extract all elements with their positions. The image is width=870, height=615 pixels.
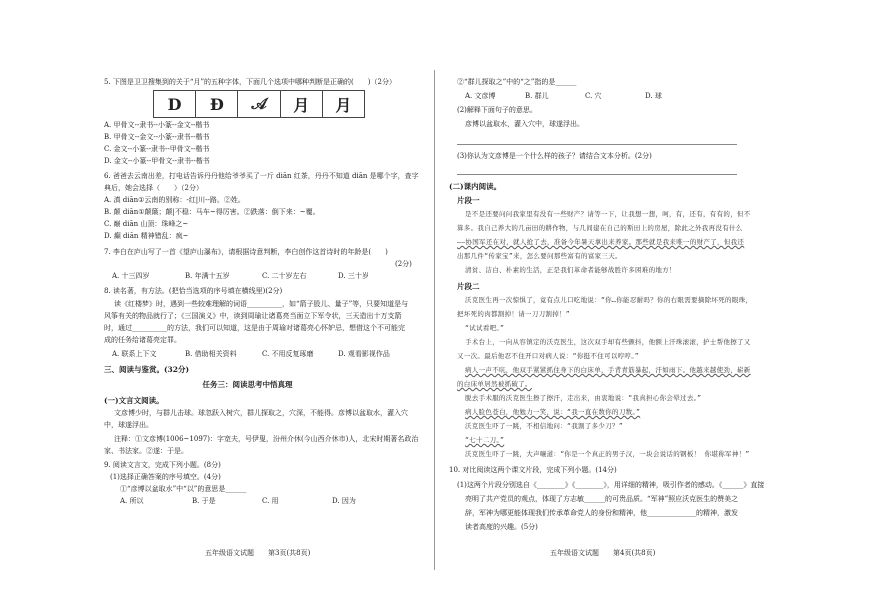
q7-option-b: B. 年满十五岁	[185, 272, 230, 280]
right-footer: 五年级语文试题 第4页(共8页)	[550, 549, 656, 557]
fragment-2-line-4: 手术台上，一向从容镇定的沃克医生，这次双手却有些颤抖，他额上汗珠滚滚，护士帮他擦了又	[465, 338, 751, 346]
right-page	[435, 0, 870, 615]
q9-2-stem: (2)解释下面句子的意思。	[457, 106, 537, 114]
q9-1b-option-c: C. 穴	[585, 92, 602, 100]
fragment-1-line-3: ——协国军还在对，就人抢了去，准备今年暑天拿出来养家。那些就是我来唯一的财产了，但我还	[457, 238, 745, 246]
glyph-bronze: Ð	[196, 91, 238, 117]
q9-1b-option-a: A. 文彦博	[465, 92, 496, 100]
fragment-2-line-12: 沃克医生吓了一跳，大声嚷道：“你是一个真正的男子汉，一块会说话的钢板！ 你堪称军神！”	[465, 450, 750, 458]
q8-option-b: B. 借助相关资料	[185, 350, 237, 358]
q8-para-3: 时，通过__________的方法，我们可以知道，这是由于周瑜对诸葛亮心怀妒忌，想借这个不可能完	[104, 324, 405, 332]
q8-option-a: A. 联系上下文	[112, 350, 157, 358]
q9-1b-stem: ②“群儿探取之”中的“之”指的是______	[457, 78, 577, 86]
q7-option-d: D. 三十岁	[338, 272, 369, 280]
fragment-1-line-5: 清贫、洁白、朴素的生活，正是我们革命者能够战胜许多困难的地方！	[465, 266, 676, 274]
classical-text-1: 文彦博少时，与群儿击球。球忽跃入树穴，群儿探取之，穴深，不能得。彦博以盆取水，灌入穴	[114, 409, 408, 417]
q9-1a-option-d: D. 因为	[332, 497, 356, 505]
q9-1a-option-c: C. 用	[262, 497, 279, 505]
glyph-seal: 𝒜	[238, 91, 280, 117]
fragment-1-line-4: 出那几件“传家宝”来，怎么要问那些富有的富家三天。	[457, 252, 622, 260]
q8-para-1: 读《红楼梦》时，遇到一些较难理解的词语__________，如“箭子股儿、量子”等，只要知道是与	[114, 300, 409, 308]
fragment-1-line-2: 算多。我自己养大的几亩田的耕作物，与几间建在自己的斯田上的房屋，除此之外我再没有什么	[457, 224, 743, 232]
q5-option-d: D. 金文--小篆--甲骨文--隶书--楷书	[104, 157, 210, 165]
q10-1-line-3: 辞，军神为哪更能体现我们传承革命党人的身份和精神，他______________的精神，激发	[465, 509, 738, 517]
q5-option-c: C. 金文--小篆--隶书--甲骨文--楷书	[104, 145, 210, 153]
q6-option-c: C. 巅 diān 山顶：珠峰之~	[104, 220, 189, 228]
annotation-1: 注释：①文彦博(1006~1097)：字宽夫，号伊叟，汾州介休(今山西介休市)人，北宋时期著名政治	[114, 435, 419, 443]
q10-stem: 10. 对比阅读这两个课文片段，完成下列小题。(14分)	[449, 466, 617, 474]
q6-option-a: A. 滇 diān①云南的别称：-红|川--路。②姓。	[104, 196, 245, 204]
left-footer: 五年级语文试题 第3页(共8页)	[205, 549, 311, 557]
q8-stem: 8. 读名著，有方法。(把恰当选项的序号填在横线里)(2分)	[104, 287, 283, 295]
fragment-2-line-11: “七十二刀。”	[465, 436, 505, 444]
fragment-2-line-5: 又一次。最后他忍不住开口对病人说：“你挺不住可以哼哼。”	[457, 352, 639, 360]
subsection-classical-reading: (一)文言文阅读。	[104, 396, 164, 405]
glyph-oracle-bone: D	[154, 91, 196, 117]
q9-2-sentence: 彦博以盆取水，灌入穴中，球遂浮出。	[465, 120, 584, 128]
moon-glyph-table	[153, 90, 365, 118]
q8-option-c: C. 不用反复琢磨	[262, 350, 314, 358]
annotation-2: 家、书法家。②遂：于是。	[104, 447, 188, 455]
classical-text-2: 中，球遂浮出。	[104, 421, 153, 429]
q7-option-a: A. 十三四岁	[112, 272, 150, 280]
q8-option-d: D. 观看影视作品	[338, 350, 390, 358]
answer-line	[457, 144, 737, 145]
fragment-2-line-2: 把坏死的肉都割掉！请一刀刀割掉！”	[457, 310, 571, 318]
q6-option-b: B. 颠 diān①颠簸；颠|不稳：马车~得厉害。②跌落：倒下来：~覆。	[104, 208, 320, 216]
q9-1a-stem: ①“彦博以盆取水”中“以”的意思是______	[120, 485, 247, 493]
q9-1-stem: (1)选择正确答案的序号填空。(4分)	[110, 473, 221, 481]
q7-option-c: C. 二十岁左右	[262, 272, 307, 280]
fragment-2-line-10: 沃克医生吓了一跳，不相信地问：“我割了多少刀？”	[465, 422, 624, 430]
q8-para-2: 风筝有关的物品就行了；《三国演义》中，读到周瑜让诸葛亮当面立下军令状，三天造出十万支箭	[104, 312, 402, 320]
q6-stem-2: 典后，她会选择（ ）（2分）	[104, 184, 203, 192]
q5-option-a: A. 甲骨文--隶书--小篆--金文--楷书	[104, 121, 210, 129]
q6-stem-1: 6. 爸爸去云南出差，打电话告诉丹丹他给爷爷买了一斤 diān 红茶，丹丹不知道 diān 是哪个字，查字	[104, 172, 419, 180]
q6-option-d: D. 癫 diān 精神错乱：疯~	[104, 232, 189, 240]
subsection-class-reading: (二)课内阅读。	[449, 182, 502, 191]
fragment-2-title: 片段二	[457, 282, 480, 291]
q9-stem: 9. 阅读文言文，完成下列小题。(8分)	[104, 461, 221, 469]
q9-1a-option-a: A. 所以	[120, 497, 144, 505]
q10-1-line-2: 亮明了共产党员的观点，体现了方志敏______的可贵品质。“军神”照应沃克医生的赞美之	[465, 495, 739, 503]
answer-line	[457, 174, 737, 175]
q10-1-line-4: 读者高度的兴趣。(5分)	[465, 523, 538, 531]
fragment-2-line-1: 沃克医生再一次惊惧了，竟有点儿口吃地说：“你…你能忍耐吗？你的右眼需要摘除坏死的眼珠，	[465, 296, 753, 304]
fragment-1-title: 片段一	[457, 196, 480, 205]
section-3-heading: 三、阅读与鉴赏。(32分)	[104, 365, 190, 374]
q9-1b-option-b: B. 群儿	[525, 92, 549, 100]
q7-stem: 7. 李白在庐山写了一首《望庐山瀑布》，请根据诗意判断，李白创作这首诗时的年龄是( )	[104, 248, 388, 256]
fragment-2-line-6: 病人一声不吭，他双手紧紧抓住身下的白床单，手背青筋暴起，汗如雨下。他越来越使劲，崭新	[465, 366, 751, 374]
q9-3-stem: (3)你认为文彦博是一个什么样的孩子？请结合文本分析。(2分)	[457, 152, 652, 160]
q5-option-b: B. 甲骨文--金文--小篆--隶书--楷书	[104, 133, 210, 141]
fragment-1-line-1: 是不是还要问问我家里有没有一些财产？请等一下，让我想一想，呵，有，还有，有有的，但不	[465, 210, 751, 218]
glyph-clerical: 月	[281, 91, 323, 117]
q9-1a-option-b: B. 于是	[192, 497, 216, 505]
q10-1-line-1: (1)这两个片段分别选自《________》《________》，用详细的精神，吸引作者的感动。《______》直接	[457, 481, 765, 489]
task-3-title: 任务三：阅读思考中悟真理	[202, 380, 293, 389]
q5-stem: 5. 下图是卫卫搜集到的关于“月”的五种字体，下面几个选项中哪种判断是正确的( )（2分）	[104, 78, 396, 86]
q9-1b-option-d: D. 球	[645, 92, 662, 100]
q8-para-4: 成的任务给诸葛亮定罪。	[104, 336, 181, 344]
fragment-2-line-8: 脱去手术服的沃克医生擦了擦汗，走出来，由衷地说：“我真担心你会晕过去。”	[465, 394, 702, 402]
glyph-regular: 月	[335, 95, 352, 115]
fragment-2-line-9: 病人脸色苍白，他勉力一笑，说：“我一直在数你的刀数。”	[465, 408, 641, 416]
q7-score: (2分)	[395, 260, 412, 268]
fragment-2-line-3: “试试看吧。”	[465, 324, 505, 332]
fragment-2-line-7: 的白床单居然被抓破了。	[457, 380, 532, 388]
